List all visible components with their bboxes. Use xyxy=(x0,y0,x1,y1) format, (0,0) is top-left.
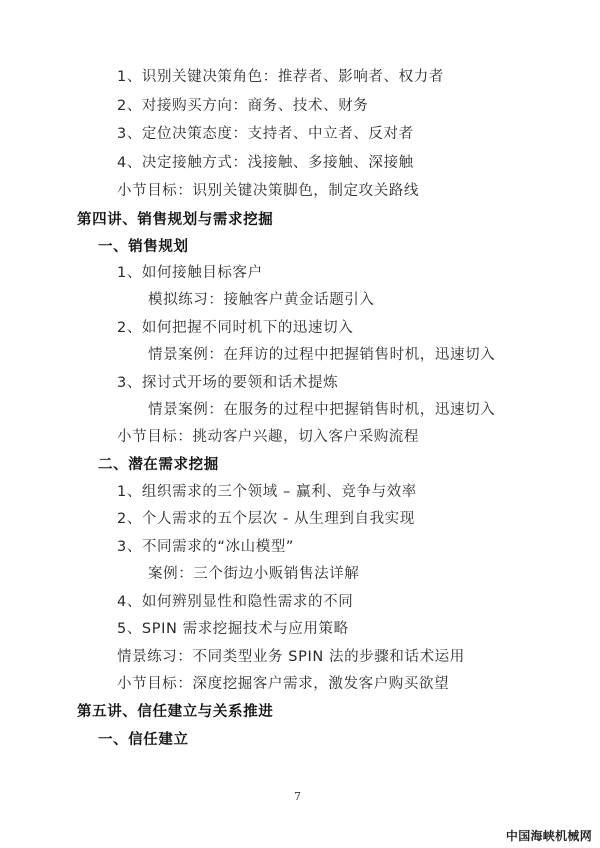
item-contact-target: 1、如何接触目标客户 xyxy=(117,265,263,281)
sales-planning-heading: 一、销售规划 xyxy=(98,239,189,255)
item-decision-attitude: 3、定位决策态度：支持者、中立者、反对者 xyxy=(117,126,414,142)
item-iceberg-model: 3、不同需求的“冰山模型” xyxy=(117,539,295,555)
item-spin-practice: 情景练习：不同类型业务 SPIN 法的步骤和话术运用 xyxy=(117,649,465,665)
item-case-service: 情景案例：在服务的过程中把握销售时机，迅速切入 xyxy=(148,402,496,418)
item-case-vendors: 案例：三个街边小贩销售法详解 xyxy=(148,566,360,582)
item-timing-entry: 2、如何把握不同时机下的迅速切入 xyxy=(117,320,354,336)
trust-building-heading: 一、信任建立 xyxy=(98,732,189,748)
item-identify-roles: 1、识别关键决策角色：推荐者、影响者、权力者 xyxy=(117,69,444,85)
item-contact-method: 4、决定接触方式：浅接触、多接触、深接触 xyxy=(117,155,414,171)
lecture-4-heading: 第四讲、销售规划与需求挖掘 xyxy=(77,212,274,228)
item-explicit-implicit: 4、如何辨别显性和隐性需求的不同 xyxy=(117,594,354,610)
section-goal-1: 小节目标：识别关键决策脚色，制定攻关路线 xyxy=(117,183,419,199)
section-goal-2: 小节目标：挑动客户兴趣，切入客户采购流程 xyxy=(117,429,419,445)
item-exploratory-opening: 3、探讨式开场的要领和话术提炼 xyxy=(117,375,339,391)
potential-needs-heading: 二、潜在需求挖掘 xyxy=(98,457,219,473)
item-spin-tech: 5、SPIN 需求挖掘技术与应用策略 xyxy=(117,621,349,637)
item-purchase-direction: 2、对接购买方向：商务、技术、财务 xyxy=(117,98,369,114)
item-org-needs: 1、组织需求的三个领域 – 赢利、竞争与效率 xyxy=(117,484,417,500)
watermark-text: 中国海峡机械网 xyxy=(505,829,592,843)
section-goal-3: 小节目标：深度挖掘客户需求，激发客户购买欲望 xyxy=(117,676,450,692)
page-number: 7 xyxy=(294,790,301,803)
lecture-5-heading: 第五讲、信任建立与关系推进 xyxy=(77,704,274,720)
item-case-visit: 情景案例：在拜访的过程中把握销售时机，迅速切入 xyxy=(148,347,496,363)
item-practice-golden-topic: 模拟练习：接触客户黄金话题引入 xyxy=(148,292,375,308)
item-personal-needs: 2、个人需求的五个层次 - 从生理到自我实现 xyxy=(117,511,415,527)
